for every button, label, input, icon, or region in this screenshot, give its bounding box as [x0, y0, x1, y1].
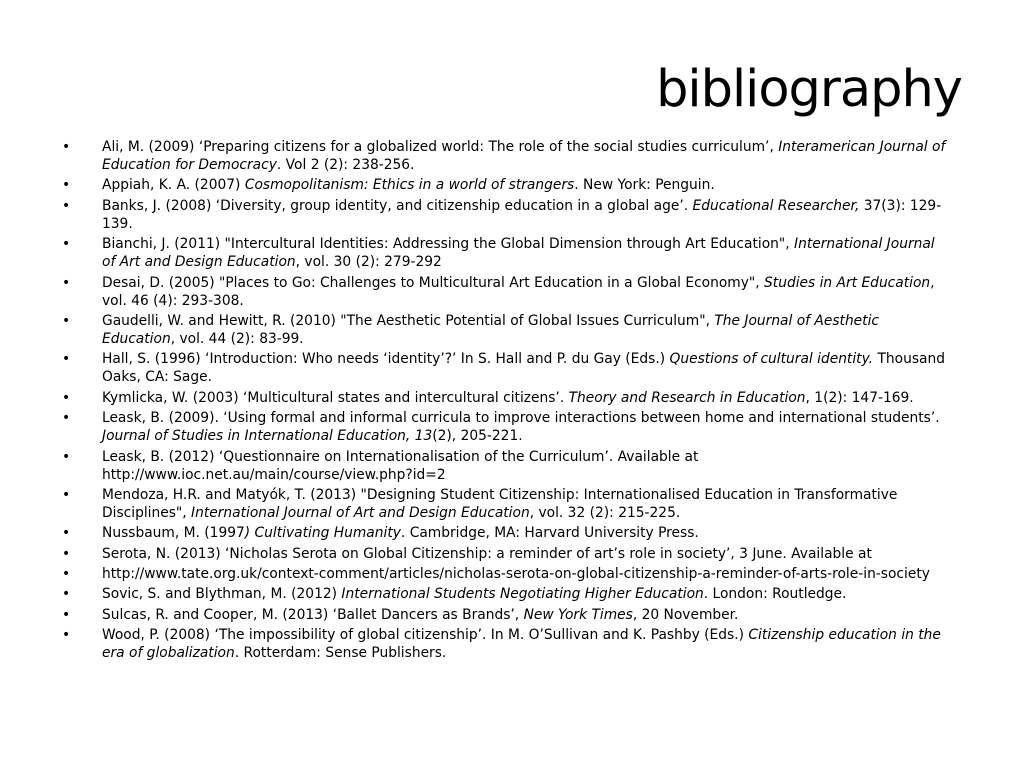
- entry-text: Bianchi, J. (2011) "Intercultural Identities: Addressing the Global Dimension through Art Education",: [102, 236, 794, 253]
- entry-text: Hall, S. (1996) ‘Introduction: Who needs ‘identity’?’ In S. Hall and P. du Gay (Eds.): [102, 351, 670, 368]
- entry-text: Gaudelli, W. and Hewitt, R. (2010) "The Aesthetic Potential of Global Issues Curriculum",: [102, 312, 715, 329]
- entry-text-end: , vol. 44 (2): 83-99.: [170, 330, 304, 347]
- bibliography-entry: [62, 524, 946, 542]
- entry-italic: International Students Negotiating Higher Education: [341, 586, 704, 603]
- bibliography-entry: [62, 274, 946, 310]
- entry-text-end: . Cambridge, MA: Harvard University Press.: [400, 525, 699, 542]
- entry-text-end: . Vol 2 (2): 238-256.: [276, 157, 415, 173]
- entry-text: Kymlicka, W. (2003) ‘Multicultural states and intercultural citizens’.: [102, 389, 569, 406]
- entry-text-end: , vol. 46 (4): 293-308.: [102, 274, 935, 309]
- entry-text: http://www.tate.org.uk/context-comment/articles/nicholas-serota-on-global-citizenship-a-reminder-of-arts-role-in-society: [102, 566, 930, 583]
- entry-italic: Cosmopolitanism: Ethics in a world of strangers: [244, 177, 575, 194]
- entry-text-end: , vol. 32 (2): 215-225.: [529, 504, 681, 521]
- slide-title: bibliography: [656, 60, 962, 119]
- entry-text: Serota, N. (2013) ‘Nicholas Serota on Global Citizenship: a reminder of art’s role in society’, 3 June. Available at: [102, 545, 872, 562]
- entry-text-end: , vol. 30 (2): 279-292: [295, 254, 442, 271]
- entry-italic: Theory and Research in Education: [568, 389, 806, 406]
- bullet-icon: •: [62, 351, 71, 368]
- bibliography-entry: [62, 235, 946, 271]
- entry-italic: The Journal of Aesthetic Education: [102, 312, 880, 347]
- bullet-icon: •: [62, 236, 71, 253]
- bullet-icon: •: [62, 274, 71, 291]
- bibliography-entry: [62, 626, 946, 662]
- bullet-icon: •: [62, 525, 71, 542]
- entry-text: Desai, D. (2005) "Places to Go: Challenges to Multicultural Art Education in a Global Economy",: [102, 274, 765, 291]
- entry-text-end: , 1(2): 147-169.: [805, 389, 914, 406]
- bibliography-entry: [62, 138, 946, 174]
- bibliography-entry: [62, 448, 946, 484]
- entry-italic: International Journal of Art and Design Education: [102, 236, 935, 271]
- bibliography-entry: [62, 176, 946, 194]
- bibliography-entry: [62, 197, 946, 233]
- bullet-icon: •: [62, 448, 71, 465]
- bibliography-list: [62, 138, 946, 665]
- entry-italic: ) Cultivating Humanity: [244, 525, 401, 542]
- entry-italic: Questions of cultural identity.: [669, 351, 874, 368]
- entry-text-end: . New York: Penguin.: [574, 177, 715, 194]
- bibliography-entry: [62, 486, 946, 522]
- bibliography-entry: [62, 545, 946, 563]
- bullet-icon: •: [62, 410, 71, 427]
- entry-text-end: 37(3): 129-139.: [102, 197, 942, 232]
- bullet-icon: •: [62, 177, 71, 194]
- entry-text: Ali, M. (2009) ‘Preparing citizens for a globalized world: The role of the social studies curriculum’,: [102, 139, 779, 155]
- bibliography-entry: [62, 565, 946, 583]
- bullet-icon: •: [62, 586, 71, 603]
- entry-text: Leask, B. (2009). ‘Using formal and informal curricula to improve interactions between home and international students’.: [102, 410, 940, 427]
- entry-italic: Journal of Studies in International Education, 13: [102, 428, 433, 445]
- entry-text: Sulcas, R. and Cooper, M. (2013) ‘Ballet Dancers as Brands’,: [102, 606, 524, 623]
- entry-italic: Studies in Art Education: [764, 274, 931, 291]
- entry-text-end: . Rotterdam: Sense Publishers.: [234, 645, 447, 662]
- bibliography-entry: [62, 585, 946, 603]
- entry-text: Wood, P. (2008) ‘The impossibility of global citizenship’. In M. O’Sullivan and K. Pashby (Eds.): [102, 627, 749, 644]
- entry-text: Nussbaum, M. (1997: [102, 525, 245, 542]
- bullet-icon: •: [62, 486, 71, 503]
- entry-italic: New York Times: [523, 606, 633, 623]
- bullet-icon: •: [62, 139, 71, 155]
- bullet-icon: •: [62, 627, 71, 644]
- entry-text: Leask, B. (2012) ‘Questionnaire on Internationalisation of the Curriculum’. Available at http://www.ioc.net.au/main/course/view.php?id=2: [102, 448, 699, 483]
- entry-text: Mendoza, H.R. and Matyók, T. (2013) "Designing Student Citizenship: Internationalised Education in Transformative Disciplines",: [102, 486, 898, 521]
- bibliography-entry: [62, 389, 946, 407]
- entry-text-end: (2), 205-221.: [432, 428, 523, 445]
- entry-text-end: , 20 November.: [632, 606, 739, 623]
- entry-text: Banks, J. (2008) ‘Diversity, group identity, and citizenship education in a global age’.: [102, 197, 693, 214]
- entry-text: Sovic, S. and Blythman, M. (2012): [102, 586, 342, 603]
- bullet-icon: •: [62, 566, 71, 583]
- entry-italic: Interamerican Journal of Education for Democracy: [102, 139, 946, 173]
- entry-text-end: Thousand Oaks, CA: Sage.: [102, 351, 945, 386]
- entry-italic: Educational Researcher,: [692, 197, 860, 214]
- entry-italic: International Journal of Art and Design Education: [191, 504, 530, 521]
- entry-text: Appiah, K. A. (2007): [102, 177, 245, 194]
- bibliography-entry: [62, 312, 946, 348]
- bibliography-entry: [62, 606, 946, 624]
- bullet-icon: •: [62, 197, 71, 214]
- bullet-icon: •: [62, 389, 71, 406]
- bibliography-entry: [62, 409, 946, 445]
- entry-text-end: . London: Routledge.: [703, 586, 847, 603]
- bullet-icon: •: [62, 606, 71, 623]
- bullet-icon: •: [62, 312, 71, 329]
- entry-italic: Citizenship education in the era of globalization: [102, 627, 941, 662]
- bullet-icon: •: [62, 545, 71, 562]
- bibliography-entry: [62, 350, 946, 386]
